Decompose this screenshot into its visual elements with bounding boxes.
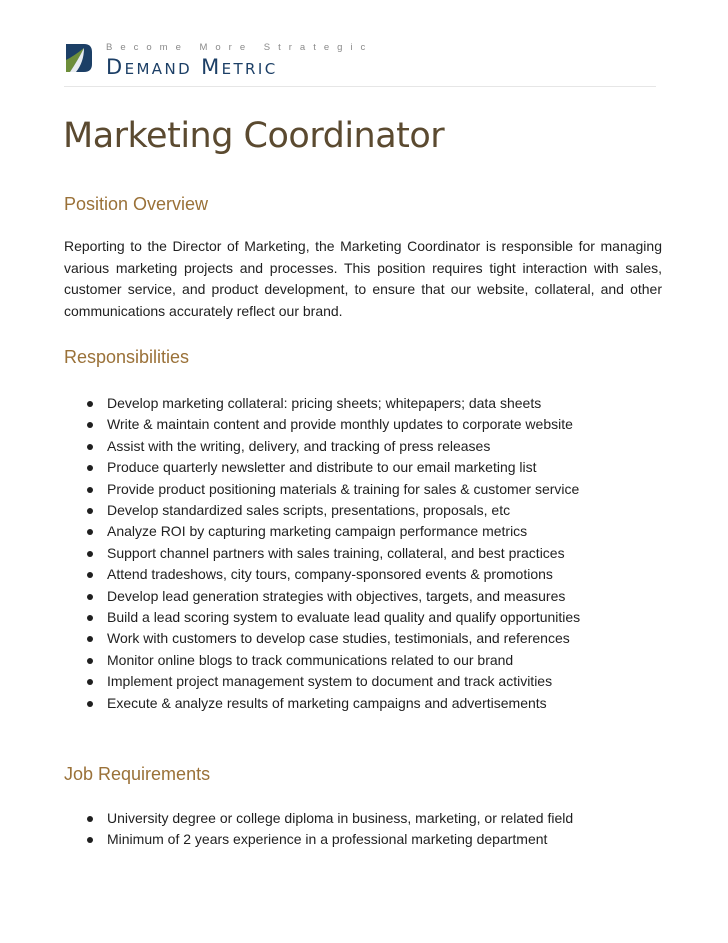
list-item: Support channel partners with sales training, collateral, and best practices [64,543,664,564]
list-item: Provide product positioning materials & training for sales & customer service [64,479,664,500]
bullet-icon [87,615,93,621]
list-item: Monitor online blogs to track communications related to our brand [64,650,664,671]
list-item: Develop lead generation strategies with objectives, targets, and measures [64,586,664,607]
requirements-list [64,808,664,851]
bullet-icon [87,594,93,600]
list-item: Attend tradeshows, city tours, company-sponsored events & promotions [64,564,664,585]
bullet-icon [87,679,93,685]
bullet-icon [87,658,93,664]
bullet-icon [87,529,93,535]
bullet-icon [87,487,93,493]
document-header [64,36,656,86]
bullet-icon [87,551,93,557]
header-divider [64,86,656,87]
bullet-icon [87,508,93,514]
bullet-icon [87,465,93,471]
list-item: Assist with the writing, delivery, and tracking of press releases [64,436,664,457]
job-requirements-heading: Job Requirements [64,764,211,784]
list-item: Execute & analyze results of marketing campaigns and advertisements [64,693,664,714]
bullet-icon [87,444,93,450]
responsibilities-heading: Responsibilities [64,347,190,367]
page-title: Marketing Coordinator [63,116,445,156]
list-item: Develop marketing collateral: pricing sheets; whitepapers; data sheets [64,393,664,414]
bullet-icon [87,816,93,822]
brand-tagline: Become More Strategic [106,42,374,53]
brand-name: Demand Metric [106,55,278,79]
bullet-icon [87,837,93,843]
responsibilities-list [64,393,664,714]
list-item: Work with customers to develop case studies, testimonials, and references [64,628,664,649]
list-item: University degree or college diploma in business, marketing, or related field [64,808,664,829]
bullet-icon [87,572,93,578]
position-overview-heading: Position Overview [64,194,209,214]
bullet-icon [87,401,93,407]
demand-metric-logo-icon [64,42,94,74]
bullet-icon [87,636,93,642]
list-item: Implement project management system to document and track activities [64,671,664,692]
list-item: Develop standardized sales scripts, presentations, proposals, etc [64,500,664,521]
list-item: Produce quarterly newsletter and distribute to our email marketing list [64,457,664,478]
list-item: Build a lead scoring system to evaluate lead quality and qualify opportunities [64,607,664,628]
bullet-icon [87,422,93,428]
list-item: Write & maintain content and provide monthly updates to corporate website [64,414,664,435]
bullet-icon [87,701,93,707]
list-item: Analyze ROI by capturing marketing campaign performance metrics [64,521,664,542]
list-item: Minimum of 2 years experience in a professional marketing department [64,829,664,850]
position-overview-text: Reporting to the Director of Marketing, the Marketing Coordinator is responsible for managing various marketing projects and processes. This position requires tight interaction with sales, customer service, and product development, to ensure that our website, collateral, and other communications accurately reflect our brand. [64,238,662,319]
